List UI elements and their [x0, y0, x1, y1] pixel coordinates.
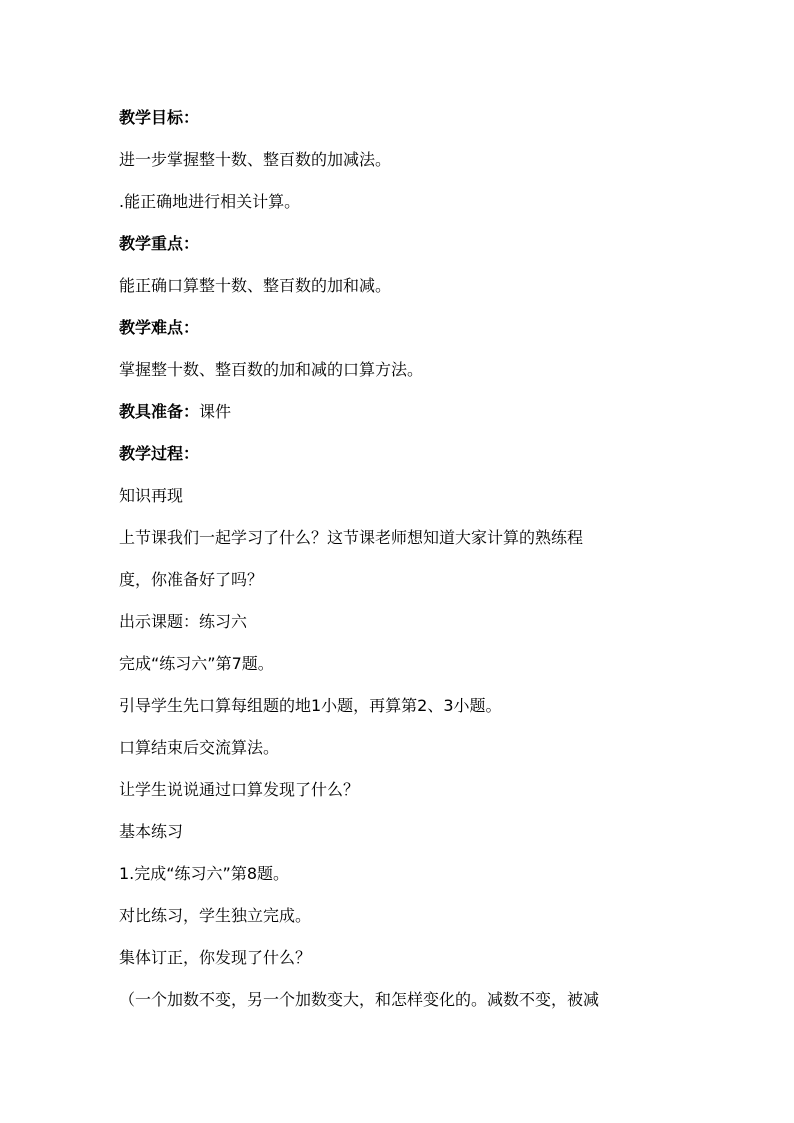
- heading-teaching-goals: 教学目标：: [119, 108, 200, 127]
- heading-teaching-process: 教学过程：: [119, 444, 200, 463]
- paragraph-line: 集体订正，你发现了什么？: [119, 948, 312, 967]
- paragraph-line: 完成“练习六”第7题。: [119, 654, 274, 673]
- paragraph-line: 度，你准备好了吗？: [119, 570, 264, 589]
- paragraph-line: 能正确口算整十数、整百数的加和减。: [119, 276, 392, 295]
- paragraph-line: 出示课题：练习六: [119, 612, 248, 631]
- heading-teaching-aids: 教具准备：: [119, 402, 200, 421]
- paragraph-line: 上节课我们一起学习了什么？这节课老师想知道大家计算的熟练程: [119, 528, 584, 547]
- heading-key-points: 教学重点：: [119, 234, 200, 253]
- paragraph-line: .能正确地进行相关计算。: [119, 192, 301, 211]
- paragraph-line: 掌握整十数、整百数的加和减的口算方法。: [119, 360, 424, 379]
- paragraph-line: 对比练习，学生独立完成。: [119, 906, 312, 925]
- paragraph-line: （一个加数不变，另一个加数变大，和怎样变化的。减数不变，被减: [119, 990, 600, 1009]
- section-label: 知识再现: [119, 486, 184, 505]
- paragraph-line: 进一步掌握整十数、整百数的加减法。: [119, 150, 392, 169]
- paragraph-line: 引导学生先口算每组题的地1小题，再算第2、3小题。: [119, 696, 502, 715]
- teaching-aids-value: 课件: [199, 402, 232, 421]
- heading-difficult-points: 教学难点：: [119, 318, 200, 337]
- teaching-aids-line: [119, 402, 699, 422]
- paragraph-line: 让学生说说通过口算发现了什么？: [119, 780, 360, 799]
- paragraph-line: 口算结束后交流算法。: [119, 738, 280, 757]
- section-label: 基本练习: [119, 822, 184, 841]
- paragraph-line: 1.完成“练习六”第8题。: [119, 864, 290, 883]
